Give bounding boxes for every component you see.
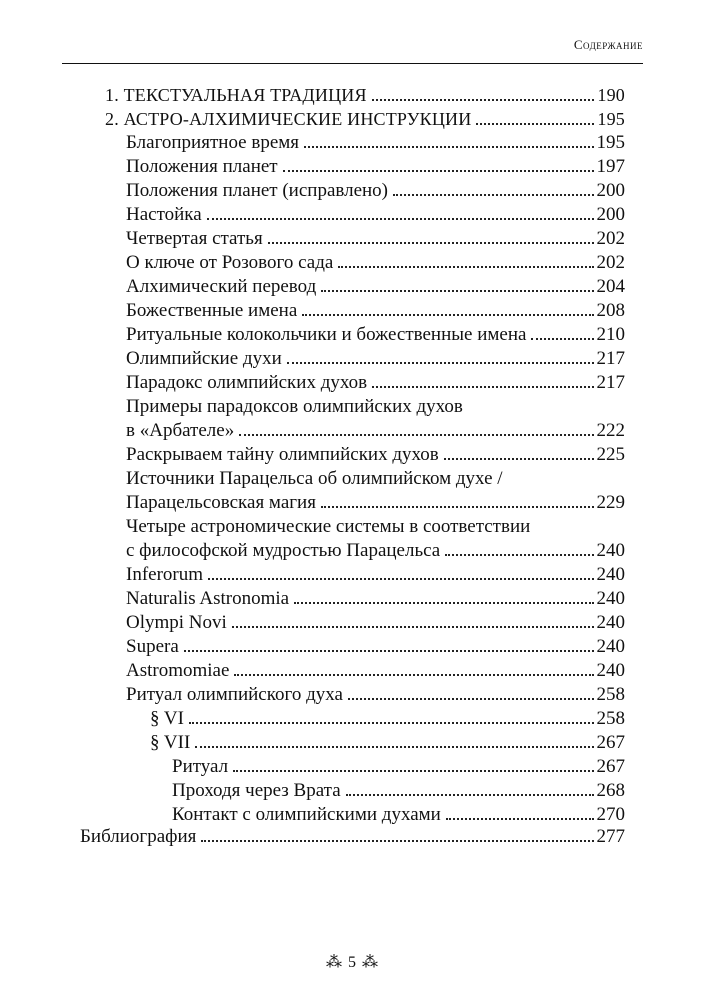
dot-leader [338, 266, 593, 268]
toc-entry-page: 195 [596, 132, 625, 153]
dot-leader [372, 99, 595, 101]
toc-entry-title-line2: Парацельсовская магия [126, 492, 316, 513]
toc-entry-page: 222 [596, 420, 625, 441]
dot-leader [201, 840, 593, 842]
toc-entry-title: Алхимический перевод [126, 276, 317, 297]
toc-entry-title: § VI [150, 708, 184, 729]
toc-entry[interactable] [126, 203, 625, 227]
toc-entry[interactable] [126, 467, 625, 515]
toc-entry[interactable] [105, 83, 625, 107]
toc-entry-title: Ритуал [172, 756, 229, 777]
toc-entry-page: 190 [597, 85, 625, 105]
toc-entry[interactable] [126, 227, 625, 251]
toc-entry-title: Библиография [80, 826, 197, 847]
toc-entry-page: 240 [596, 636, 625, 657]
toc-entry[interactable] [126, 659, 625, 683]
toc-entry-title: Ритуал олимпийского духа [126, 684, 343, 705]
dot-leader [239, 434, 593, 436]
toc-entry-page: 195 [597, 109, 625, 129]
toc-entry[interactable] [126, 323, 625, 347]
page-number: ⁂ 5 ⁂ [326, 954, 379, 971]
dot-leader [531, 338, 593, 340]
toc-entry-page: 208 [596, 300, 625, 321]
toc-entry[interactable] [126, 275, 625, 299]
toc-entry-title-line1: Четыре астрономические системы в соответствии [126, 516, 531, 537]
toc-entry-page: 229 [596, 492, 625, 513]
running-header: Содержание [573, 37, 643, 52]
toc-entry-page: 240 [596, 588, 625, 609]
toc-entry[interactable] [126, 515, 625, 563]
dot-leader [283, 170, 594, 172]
toc-entry-title: Проходя через Врата [172, 780, 341, 801]
dot-leader [234, 674, 593, 676]
toc-entry[interactable] [126, 347, 625, 371]
header-rule [62, 63, 643, 64]
dot-leader [444, 458, 594, 460]
toc-entry[interactable] [126, 131, 625, 155]
toc-entry-title: Naturalis Astronomia [126, 588, 290, 609]
toc-entry[interactable] [126, 683, 625, 707]
toc-entry[interactable] [126, 563, 625, 587]
toc-entry[interactable] [126, 155, 625, 179]
toc-entry-page: 197 [596, 156, 625, 177]
toc-entry[interactable] [150, 707, 625, 731]
toc-entry-page: 200 [596, 204, 625, 225]
dot-leader [393, 194, 593, 196]
dot-leader [232, 626, 594, 628]
toc-entry-title-line1: Примеры парадоксов олимпийских духов [126, 396, 463, 417]
toc-entry[interactable] [126, 635, 625, 659]
toc-entry-title: Inferorum [126, 564, 204, 585]
dot-leader [302, 314, 593, 316]
toc-entry-page: 267 [596, 756, 625, 777]
toc-entry[interactable] [126, 395, 625, 443]
dot-leader [208, 578, 593, 580]
toc-entry-page: 277 [596, 826, 625, 847]
toc-entry[interactable] [150, 731, 625, 755]
dot-leader [476, 123, 594, 125]
toc-entry[interactable] [126, 587, 625, 611]
dot-leader [304, 146, 593, 148]
toc-entry-title: Положения планет (исправлено) [126, 180, 389, 201]
toc-entry-title-line2: в «Арбателе» [126, 420, 235, 441]
toc-entry-page: 268 [596, 780, 625, 801]
toc-entry-title-line1: Источники Парацельса об олимпийском духе / [126, 468, 503, 489]
toc-entry-title: Контакт с олимпийскими духами [172, 804, 441, 825]
toc-entry-title: Положения планет [126, 156, 278, 177]
toc-entry[interactable] [172, 779, 625, 803]
toc-entry[interactable] [126, 299, 625, 323]
dot-leader [207, 218, 594, 220]
toc-entry-title: Божественные имена [126, 300, 298, 321]
toc-entry-bibliography[interactable] [80, 825, 625, 849]
toc-entry-title: Ритуальные колокольчики и божественные имена [126, 324, 527, 345]
toc-entry[interactable] [126, 251, 625, 275]
toc-entry-title: 1. ТЕКСТУАЛЬНАЯ ТРАДИЦИЯ [105, 85, 367, 105]
dot-leader [268, 242, 594, 244]
toc-entry-page: 267 [596, 732, 625, 753]
dot-leader [189, 722, 594, 724]
toc-entry-page: 240 [596, 612, 625, 633]
toc-entry[interactable] [126, 371, 625, 395]
toc-entry[interactable] [126, 443, 625, 467]
toc-entry-title: Четвертая статья [126, 228, 263, 249]
toc-entry-page: 200 [596, 180, 625, 201]
dot-leader [446, 818, 594, 820]
dot-leader [294, 602, 593, 604]
dot-leader [233, 770, 593, 772]
toc-entry-title: Раскрываем тайну олимпийских духов [126, 444, 439, 465]
toc-entry-title: Astromomiae [126, 660, 230, 681]
toc-entry-page: 258 [596, 708, 625, 729]
dot-leader [372, 386, 593, 388]
toc-entry-title: Supera [126, 636, 179, 657]
dot-leader [321, 290, 593, 292]
toc-entry-page: 204 [596, 276, 625, 297]
toc-entry-page: 240 [596, 564, 625, 585]
toc-entry-title: Настойка [126, 204, 202, 225]
toc-entry-page: 225 [596, 444, 625, 465]
toc-entry-page: 202 [596, 228, 625, 249]
toc-entry[interactable] [105, 107, 625, 131]
toc-entry-title-line2: с философской мудростью Парацельса [126, 540, 441, 561]
toc-entry[interactable] [126, 179, 625, 203]
toc-entry-title: Благоприятное время [126, 132, 300, 153]
toc-entry-page: 210 [596, 324, 625, 345]
dot-leader [321, 506, 594, 508]
dot-leader [287, 362, 594, 364]
toc-entry-page: 270 [596, 804, 625, 825]
toc-entry-page: 217 [596, 372, 625, 393]
dot-leader [445, 554, 593, 556]
dot-leader [346, 794, 594, 796]
toc-entry-page: 202 [596, 252, 625, 273]
toc-entry-title: 2. АСТРО-АЛХИМИЧЕСКИЕ ИНСТРУКЦИИ [105, 109, 472, 129]
toc-entry-title: О ключе от Розового сада [126, 252, 334, 273]
toc-entry-title: Парадокс олимпийских духов [126, 372, 368, 393]
toc-entry[interactable] [172, 803, 625, 827]
dot-leader [184, 650, 594, 652]
toc-entry-page: 240 [596, 660, 625, 681]
toc-entry-page: 240 [596, 540, 625, 561]
toc-entry-page: 258 [596, 684, 625, 705]
toc-entry-title: Олимпийские духи [126, 348, 282, 369]
toc-entry[interactable] [172, 755, 625, 779]
toc-entry-page: 217 [596, 348, 625, 369]
toc-entry-title: Olympi Novi [126, 612, 227, 633]
dot-leader [348, 698, 594, 700]
dot-leader [195, 746, 593, 748]
toc-entry[interactable] [126, 611, 625, 635]
toc-entry-title: § VII [150, 732, 191, 753]
